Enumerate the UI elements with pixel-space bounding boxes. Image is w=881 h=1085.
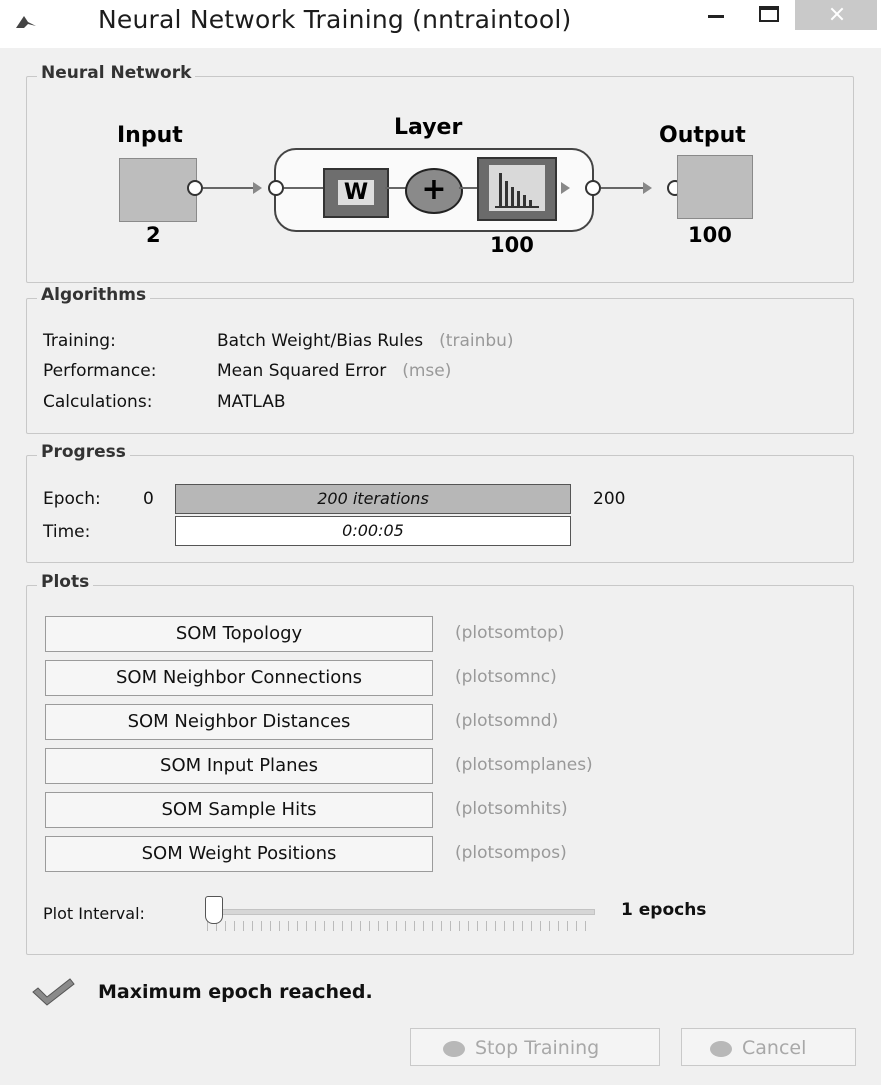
plot-function-code: (plotsomplanes) xyxy=(455,755,593,775)
layer-size: 100 xyxy=(490,233,534,257)
plots-panel xyxy=(26,572,854,955)
algorithms-panel xyxy=(26,285,854,434)
som-sample-hits-button[interactable]: SOM Sample Hits xyxy=(45,792,433,828)
weight-label: W xyxy=(338,180,374,205)
algorithm-value xyxy=(217,331,514,351)
epoch-end: 200 xyxy=(593,489,626,509)
output-size: 100 xyxy=(688,223,732,247)
algorithm-name: MATLAB xyxy=(217,392,286,412)
status-message: Maximum epoch reached. xyxy=(98,981,373,1003)
arrow-icon xyxy=(253,182,262,194)
som-input-planes-button[interactable]: SOM Input Planes xyxy=(45,748,433,784)
algorithm-value xyxy=(217,361,451,381)
connector-line xyxy=(203,187,257,189)
panel-title-neural-network: Neural Network xyxy=(37,63,195,83)
neural-network-panel xyxy=(26,63,854,283)
epoch-label: Epoch: xyxy=(43,489,101,509)
input-size: 2 xyxy=(146,223,161,247)
transfer-function-box xyxy=(477,157,557,221)
plot-interval-slider-thumb[interactable] xyxy=(205,896,223,924)
algorithm-label: Calculations: xyxy=(43,392,153,412)
panel-title-plots: Plots xyxy=(37,572,93,592)
title-bar xyxy=(0,0,881,48)
time-display xyxy=(175,516,571,546)
plot-function-code: (plotsomhits) xyxy=(455,799,568,819)
output-label: Output xyxy=(659,123,746,148)
algorithm-code: (trainbu) xyxy=(439,331,514,351)
plot-function-code: (plotsomtop) xyxy=(455,623,565,643)
arrow-icon xyxy=(643,182,652,194)
som-weight-positions-button[interactable]: SOM Weight Positions xyxy=(45,836,433,872)
time-value: 0:00:05 xyxy=(342,521,404,540)
algorithm-code: (mse) xyxy=(402,361,452,381)
stop-training-label: Stop Training xyxy=(475,1037,600,1059)
panel-title-progress: Progress xyxy=(37,442,130,462)
cancel-label: Cancel xyxy=(742,1037,807,1059)
plot-interval-value: 1 epochs xyxy=(621,900,707,920)
sum-node: + xyxy=(405,168,463,214)
plot-interval-track[interactable] xyxy=(207,909,595,915)
connector-line xyxy=(459,187,479,189)
stop-training-button[interactable] xyxy=(410,1028,660,1066)
layer-input-port xyxy=(268,180,284,196)
epoch-progress-bar xyxy=(175,484,571,514)
plot-interval-ticks xyxy=(207,921,593,931)
plot-function-code: (plotsomnc) xyxy=(455,667,557,687)
transfer-function-panel xyxy=(489,165,545,211)
stop-icon xyxy=(443,1041,465,1057)
som-topology-button[interactable]: SOM Topology xyxy=(45,616,433,652)
connector-line xyxy=(284,187,324,189)
som-neighbor-distances-button[interactable]: SOM Neighbor Distances xyxy=(45,704,433,740)
time-label: Time: xyxy=(43,522,91,542)
connector-line xyxy=(385,187,407,189)
matlab-logo-icon xyxy=(14,10,38,34)
input-port xyxy=(187,180,203,196)
layer-label: Layer xyxy=(394,115,463,140)
arrow-icon xyxy=(561,182,570,194)
input-label: Input xyxy=(117,123,183,148)
panel-title-algorithms: Algorithms xyxy=(37,285,150,305)
maximize-button[interactable] xyxy=(747,0,791,30)
cancel-button[interactable] xyxy=(681,1028,856,1066)
minimize-button[interactable] xyxy=(695,0,739,30)
window-title: Neural Network Training (nntraintool) xyxy=(98,5,572,34)
algorithm-value xyxy=(217,392,286,412)
algorithm-name: Mean Squared Error xyxy=(217,361,387,381)
checkmark-icon xyxy=(30,976,76,1008)
progress-panel xyxy=(26,442,854,563)
plot-function-code: (plotsomnd) xyxy=(455,711,559,731)
weight-box xyxy=(323,168,389,218)
plot-interval-label: Plot Interval: xyxy=(43,904,145,923)
epoch-progress-text: 200 iterations xyxy=(317,489,429,508)
layer-output-port xyxy=(585,180,601,196)
plot-function-code: (plotsompos) xyxy=(455,843,567,863)
connector-line xyxy=(601,187,647,189)
input-box xyxy=(119,158,197,222)
histogram-icon xyxy=(489,165,545,211)
algorithm-label: Performance: xyxy=(43,361,157,381)
cancel-icon xyxy=(710,1041,732,1057)
epoch-start: 0 xyxy=(143,489,154,509)
output-box xyxy=(677,155,753,219)
som-neighbor-connections-button[interactable]: SOM Neighbor Connections xyxy=(45,660,433,696)
close-button[interactable] xyxy=(795,0,877,30)
algorithm-name: Batch Weight/Bias Rules xyxy=(217,331,424,351)
algorithm-label: Training: xyxy=(43,331,116,351)
